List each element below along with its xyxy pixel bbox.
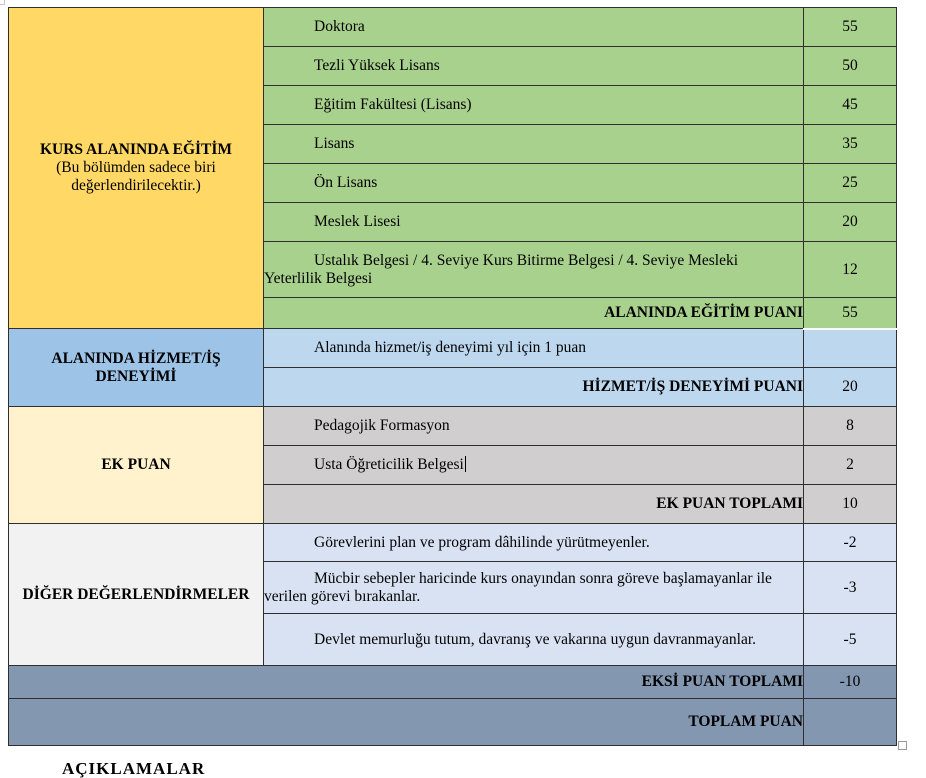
category-diger: DİĞER DEĞERLENDİRMELER: [9, 524, 264, 666]
row-label[interactable]: Eğitim Fakültesi (Lisans): [264, 86, 804, 125]
total-row: [9, 699, 897, 746]
table-row: [9, 8, 897, 47]
row-label[interactable]: Meslek Lisesi: [264, 203, 804, 242]
row-value[interactable]: 20: [804, 203, 897, 242]
total-label[interactable]: HİZMET/İŞ DENEYİMİ PUANI: [264, 368, 804, 407]
total-label[interactable]: EK PUAN TOPLAMI: [264, 485, 804, 524]
table-row: [9, 524, 897, 562]
row-value[interactable]: 12: [804, 242, 897, 298]
row-value[interactable]: -5: [804, 614, 897, 666]
row-value[interactable]: [804, 329, 897, 368]
row-label[interactable]: Usta Öğreticilik Belgesi: [314, 456, 464, 473]
table-row: [9, 329, 897, 368]
row-value[interactable]: 35: [804, 125, 897, 164]
total-value[interactable]: 20: [804, 368, 897, 407]
total-value[interactable]: -10: [804, 666, 897, 699]
row-value[interactable]: 50: [804, 47, 897, 86]
row-value[interactable]: 2: [804, 446, 897, 485]
text-cursor: [465, 456, 466, 472]
row-label[interactable]: Mücbir sebepler haricinde kurs onayından sonra göreve başlamayanlar ile verilen görevi bırakanlar.: [264, 562, 804, 614]
row-value[interactable]: 55: [804, 8, 897, 47]
row-value[interactable]: 45: [804, 86, 897, 125]
category-hizmet: ALANINDA HİZMET/İŞ DENEYİMİ: [9, 329, 264, 407]
row-label[interactable]: Doktora: [264, 8, 804, 47]
category-egitim-title: KURS ALANINDA EĞİTİM: [39, 141, 233, 158]
total-label[interactable]: ALANINDA EĞİTİM PUANI: [264, 298, 804, 329]
category-ek: EK PUAN: [9, 407, 264, 524]
row-label[interactable]: Görevlerini plan ve program dâhilinde yürütmeyenler.: [264, 524, 804, 562]
row-value[interactable]: -2: [804, 524, 897, 562]
total-value[interactable]: 10: [804, 485, 897, 524]
table-resize-handle[interactable]: [898, 741, 907, 750]
row-label[interactable]: Alanında hizmet/iş deneyimi yıl için 1 puan: [264, 329, 804, 368]
page-corner-mark: [0, 0, 5, 5]
total-value[interactable]: 55: [804, 298, 897, 329]
row-value[interactable]: -3: [804, 562, 897, 614]
row-label[interactable]: Tezli Yüksek Lisans: [264, 47, 804, 86]
row-label[interactable]: Ön Lisans: [264, 164, 804, 203]
category-egitim-note: (Bu bölümden sadece biri değerlendirilecektir.): [56, 159, 216, 194]
total-row: [9, 666, 897, 699]
total-value[interactable]: [804, 699, 897, 746]
table-row: [9, 407, 897, 446]
category-egitim: [9, 8, 264, 329]
row-value[interactable]: 8: [804, 407, 897, 446]
total-label[interactable]: TOPLAM PUAN: [9, 699, 804, 746]
row-cell[interactable]: [264, 446, 804, 485]
score-table: [8, 7, 897, 746]
row-label[interactable]: Ustalık Belgesi / 4. Seviye Kurs Bitirme Belgesi / 4. Seviye Mesleki Yeterlilik Belgesi: [264, 242, 804, 298]
row-value[interactable]: 25: [804, 164, 897, 203]
section-heading: AÇIKLAMALAR: [62, 759, 206, 778]
row-label[interactable]: Pedagojik Formasyon: [264, 407, 804, 446]
row-label[interactable]: Lisans: [264, 125, 804, 164]
total-label[interactable]: EKSİ PUAN TOPLAMI: [9, 666, 804, 699]
row-label[interactable]: Devlet memurluğu tutum, davranış ve vakarına uygun davranmayanlar.: [264, 614, 804, 666]
